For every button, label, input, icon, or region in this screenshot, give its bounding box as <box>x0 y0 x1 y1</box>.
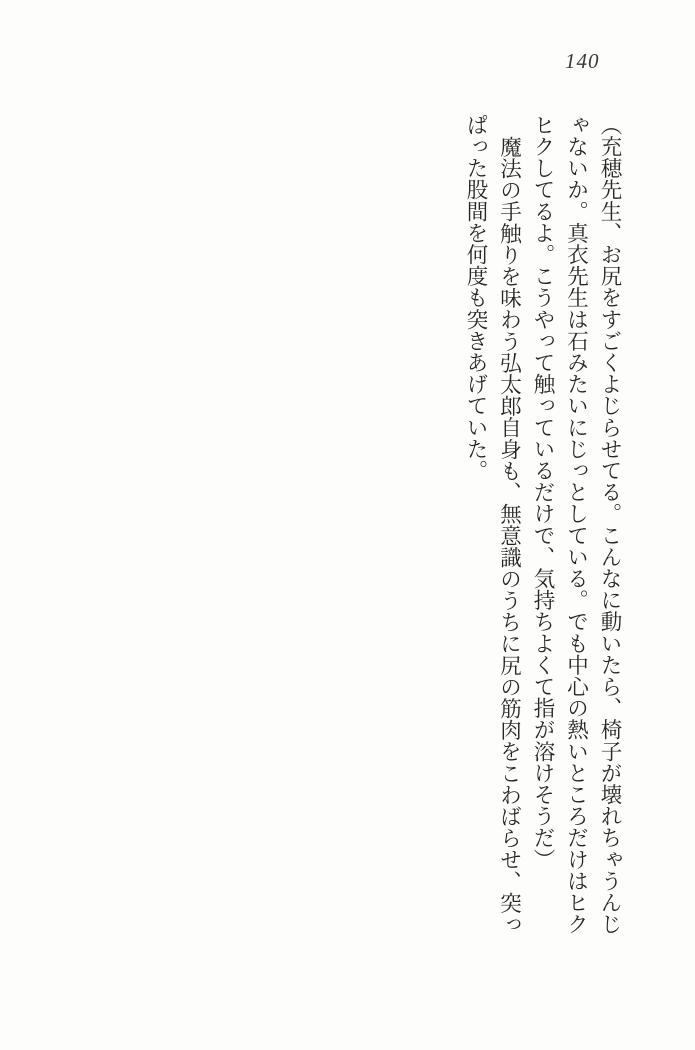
text-column-1: （充穂先生、お尻をすごくよじらせてる。こんなに動いたら、椅子が壊れちゃうんじ <box>598 114 622 935</box>
text-column-2: ゃないか。真衣先生は石みたいにじっとしている。でも中心の熱いところだけはヒク <box>564 114 589 935</box>
text-column-4: 魔法の手触りを味わう弘太郎自身も、無意識のうちに尻の筋肉をこわばらせ、突っ <box>497 135 522 935</box>
page-number: 140 <box>565 49 600 73</box>
body-text-block <box>459 114 627 938</box>
text-column-3: ヒクしてるよ。こうやって触っているだけで、気持ちよくて指が溶けそうだ） <box>531 114 555 870</box>
text-column-5: ぱった股間を何度も突きあげていた。 <box>464 114 488 482</box>
